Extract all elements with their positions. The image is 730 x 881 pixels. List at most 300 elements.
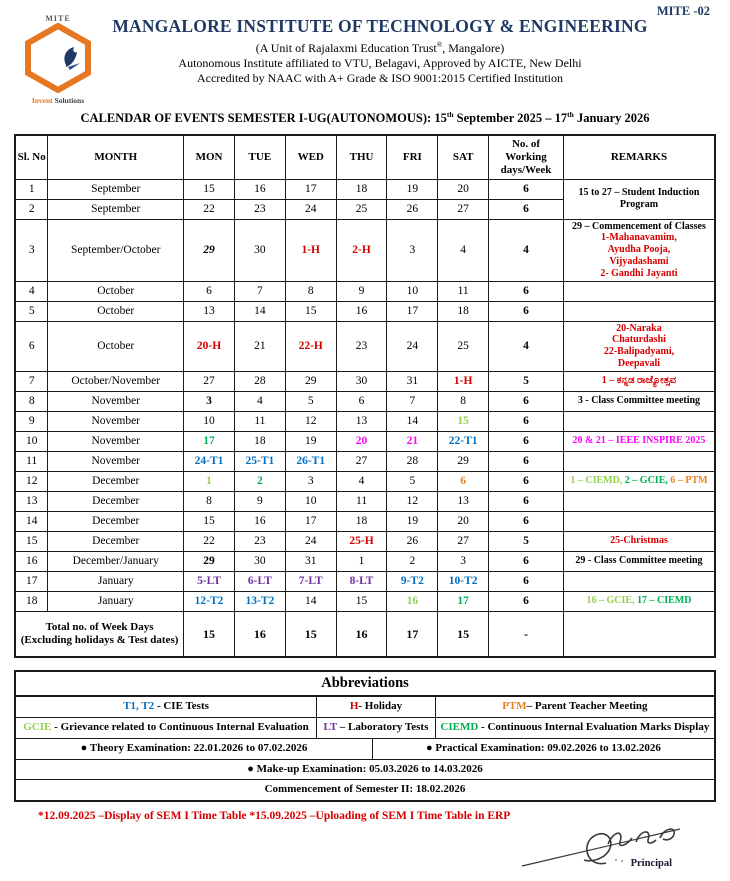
month-cell: November [48,411,184,431]
abbreviations-title: Abbreviations [16,672,714,697]
calendar-row [15,179,715,199]
calendar-header-row [15,135,715,179]
day-cell: 3 [285,471,336,491]
remarks-cell [563,219,715,281]
text-segment: GCIE [23,721,52,734]
remarks-cell [563,411,715,431]
month-cell: December [48,471,184,491]
institute-subline-1: (A Unit of Rajalaxmi Education Trust®, Mangalore) [255,41,505,55]
day-cell: 9 [336,281,387,301]
sl-no-cell: 15 [15,531,48,551]
day-cell: 12 [285,411,336,431]
day-cell: 16 [234,511,285,531]
text-segment: ● Make-up Examination: 05.03.2026 to 14.03.2026 [247,762,483,775]
abbreviation-row [16,697,714,717]
text-segment: 2- Gandhi Jayanti [600,267,678,279]
day-cell: 29 [184,219,235,281]
remarks-cell [563,491,715,511]
calendar-row [15,451,715,471]
day-cell: 15 [336,591,387,611]
day-cell: 23 [234,199,285,219]
month-cell: October [48,301,184,321]
text-segment: 17 – CIEMD [634,595,692,607]
day-cell: 26 [387,531,438,551]
abbreviation-row [16,779,714,800]
day-cell: 20 [438,511,489,531]
month-cell: September [48,179,184,199]
day-cell: 22-T1 [438,431,489,451]
calendar-row [15,491,715,511]
working-days-cell: 6 [489,491,564,511]
day-cell: 18 [234,431,285,451]
day-cell: 25 [336,199,387,219]
day-cell: 10 [184,411,235,431]
day-cell: 4 [336,471,387,491]
text-segment: 1-Mahanavamim, [601,232,677,244]
text-segment: Vijyadashami [609,256,669,268]
calendar-row [15,431,715,451]
day-cell: 27 [336,451,387,471]
day-cell: 17 [285,179,336,199]
abbreviation-text [350,700,402,714]
text-segment: 29 - Class Committee meeting [575,555,703,567]
remarks-cell [563,391,715,411]
day-cell: 8-LT [336,571,387,591]
abbreviation-cell [316,697,435,717]
day-cell: 14 [234,301,285,321]
day-cell: 6 [438,471,489,491]
abbreviation-row [16,738,714,759]
text-segment: 20 & 21 – IEEE INSPIRE 2025 [572,435,706,447]
day-cell: 7-LT [285,571,336,591]
day-cell: 9 [234,491,285,511]
day-cell: 29 [285,371,336,391]
text-segment: 1 – CIEMD, [570,475,623,487]
remarks-cell [563,321,715,371]
remarks-cell [563,451,715,471]
text-segment: 25-Christmas [610,535,668,547]
day-cell: 2-H [336,219,387,281]
total-day-cell: 15 [184,611,235,657]
text-segment: ● Theory Examination: 22.01.2026 to 07.02.2026 [80,741,308,754]
day-cell: 1 [184,471,235,491]
day-cell: 19 [285,431,336,451]
month-cell: January [48,571,184,591]
remarks-cell [563,511,715,531]
day-cell: 10 [285,491,336,511]
day-cell: 15 [285,301,336,321]
day-cell: 14 [285,591,336,611]
day-cell: 1 [336,551,387,571]
sl-no-cell: 4 [15,281,48,301]
day-cell: 16 [336,301,387,321]
day-cell: 3 [387,219,438,281]
working-days-cell: 5 [489,531,564,551]
day-cell: 2 [234,471,285,491]
remarks-cell [563,531,715,551]
day-cell: 8 [438,391,489,411]
hexagon-bird-icon [22,23,94,93]
day-cell: 29 [184,551,235,571]
text-segment: 22-Balipadyami, [603,346,675,358]
total-label-cell: Total no. of Week Days (Excluding holidays & Test dates) [15,611,184,657]
working-days-cell: 6 [489,179,564,199]
institute-name: MANGALORE INSTITUTE OF TECHNOLOGY & ENGINEERING [112,16,648,36]
col-header-thu: THU [336,135,387,179]
day-cell: 5 [387,471,438,491]
day-cell: 22-H [285,321,336,371]
month-cell: November [48,451,184,471]
day-cell: 13 [184,301,235,321]
calendar-row [15,571,715,591]
abbreviation-cell [16,697,316,717]
calendar-row [15,301,715,321]
text-segment: - Grievance related to Continuous Internal Evaluation [51,721,309,734]
sl-no-cell: 10 [15,431,48,451]
sl-no-cell: 8 [15,391,48,411]
abbreviation-cell [316,718,435,738]
day-cell: 13-T2 [234,591,285,611]
day-cell: 12 [387,491,438,511]
abbreviation-text [23,721,309,735]
text-segment: Commencement of Semester II: 18.02.2026 [264,783,466,796]
text-segment: - CIE Tests [154,700,209,713]
month-cell: November [48,431,184,451]
day-cell: 28 [234,371,285,391]
day-cell: 19 [387,511,438,531]
working-days-cell: 6 [489,511,564,531]
sl-no-cell: 9 [15,411,48,431]
day-cell: 3 [184,391,235,411]
institute-subline-3: Accredited by NAAC with A+ Grade & ISO 9001:2015 Certified Institution [196,71,564,85]
day-cell: 27 [438,531,489,551]
working-days-cell: 4 [489,321,564,371]
letterhead [14,4,716,105]
day-cell: 17 [285,511,336,531]
day-cell: 22 [184,531,235,551]
col-header-slno: Sl. No [15,135,48,179]
calendar-title-dates [434,111,649,125]
day-cell: 25-T1 [234,451,285,471]
col-header-month: MONTH [48,135,184,179]
day-cell: 19 [387,179,438,199]
calendar-row [15,411,715,431]
remarks-cell [563,301,715,321]
calendar-row [15,511,715,531]
text-segment: 16 – GCIE, [586,595,635,607]
day-cell: 30 [234,219,285,281]
total-day-cell: 15 [285,611,336,657]
day-cell: 16 [234,179,285,199]
remarks-cell [563,371,715,391]
total-day-cell: 16 [336,611,387,657]
day-cell: 27 [184,371,235,391]
day-cell: 24 [387,321,438,371]
abbreviation-cell [16,760,714,780]
working-days-cell: 6 [489,551,564,571]
remarks-cell [563,571,715,591]
text-segment: - Holiday [358,700,403,713]
day-cell: 20 [336,431,387,451]
day-cell: 27 [438,199,489,219]
day-cell: 3 [438,551,489,571]
sl-no-cell: 7 [15,371,48,391]
day-cell: 25 [438,321,489,371]
sl-no-cell: 11 [15,451,48,471]
day-cell: 17 [387,301,438,321]
day-cell: 15 [184,179,235,199]
col-header-sat: SAT [438,135,489,179]
day-cell: 24 [285,531,336,551]
month-cell: November [48,391,184,411]
day-cell: 18 [336,179,387,199]
sl-no-cell: 6 [15,321,48,371]
abbreviation-cell [16,718,316,738]
text-segment: th [446,110,454,119]
calendar-row [15,531,715,551]
text-segment: 20-Naraka [616,322,662,334]
working-days-cell: 6 [489,571,564,591]
month-cell: December/January [48,551,184,571]
day-cell: 26-T1 [285,451,336,471]
day-cell: 1-H [438,371,489,391]
abbreviations-body [16,697,714,800]
day-cell: 2 [387,551,438,571]
total-remarks-cell [563,611,715,657]
day-cell: 4 [438,219,489,281]
day-cell: 15 [184,511,235,531]
working-days-cell: 6 [489,391,564,411]
sl-no-cell: 16 [15,551,48,571]
calendar-row [15,551,715,571]
text-segment: 2 – GCIE, [622,475,668,487]
working-days-cell: 6 [489,591,564,611]
sl-no-cell: 13 [15,491,48,511]
text-segment: – Parent Teacher Meeting [526,700,648,713]
col-header-working-days: No. of Working days/Week [489,135,564,179]
col-header-wed: WED [285,135,336,179]
day-cell: 29 [438,451,489,471]
total-day-cell: 15 [438,611,489,657]
abbreviation-cell [435,718,714,738]
total-day-cell: 17 [387,611,438,657]
working-days-cell: 5 [489,371,564,391]
month-cell: December [48,491,184,511]
abbreviation-text [324,721,429,735]
sl-no-cell: 1 [15,179,48,199]
day-cell: 17 [438,591,489,611]
text-segment: Ayudha Pooja, [607,244,671,256]
remarks-cell [563,551,715,571]
working-days-cell: 6 [489,471,564,491]
total-working-days-cell: - [489,611,564,657]
month-cell: October/November [48,371,184,391]
day-cell: 1-H [285,219,336,281]
doc-code: MITE -02 [656,4,710,18]
sl-no-cell: 2 [15,199,48,219]
text-segment: 1 – ಕನ್ನಡ ರಾಜ್ಯೋತ್ಸವ [601,375,677,387]
logo-tagline: Invent Solutions [31,96,85,105]
col-header-mon: MON [184,135,235,179]
calendar-title [14,110,716,126]
month-cell: September/October [48,219,184,281]
sl-no-cell: 12 [15,471,48,491]
text-segment: - Continuous Internal Evaluation Marks Display [478,721,710,734]
abbreviation-text [426,742,661,756]
sl-no-cell: 14 [15,511,48,531]
text-segment: January 2026 [573,111,650,126]
sl-no-cell: 5 [15,301,48,321]
day-cell: 31 [285,551,336,571]
day-cell: 13 [438,491,489,511]
abbreviation-text [440,721,709,735]
month-cell: January [48,591,184,611]
institute-subline-2: Autonomous Institute affiliated to VTU, Belagavi, Approved by AICTE, New Delhi [178,56,582,70]
logo-brand-text: MITE [45,14,71,23]
day-cell: 8 [285,281,336,301]
abbreviation-row [16,717,714,738]
day-cell: 6-LT [234,571,285,591]
abbreviation-text [502,700,647,714]
abbreviation-text [123,700,209,714]
timetable-note: *12.09.2025 –Display of SEM I Time Table *15.09.2025 –Uploading of SEM I Time Table in ERP [38,810,511,823]
month-cell: September [48,199,184,219]
month-cell: December [48,511,184,531]
text-segment: 3 - Class Committee meeting [577,395,701,407]
day-cell: 21 [234,321,285,371]
text-segment: CIEMD [440,721,479,734]
calendar-row [15,281,715,301]
text-segment: T1, T2 [123,700,155,713]
text-segment: 15 [434,111,447,126]
day-cell: 22 [184,199,235,219]
month-cell: October [48,321,184,371]
abbreviation-cell [16,739,372,759]
day-cell: 26 [387,199,438,219]
col-header-tue: TUE [234,135,285,179]
working-days-cell: 6 [489,281,564,301]
text-segment: th [567,110,574,119]
day-cell: 7 [234,281,285,301]
calendar-title-label: CALENDAR OF EVENTS SEMESTER I-UG(AUTONOMOUS): [80,111,435,126]
sl-no-cell: 3 [15,219,48,281]
day-cell: 7 [387,391,438,411]
abbreviation-text [265,783,466,797]
principal-label: Principal [630,858,672,869]
calendar-row [15,591,715,611]
sl-no-cell: 17 [15,571,48,591]
remarks-cell [563,471,715,491]
day-cell: 16 [387,591,438,611]
signature-block [520,816,700,869]
day-cell: 4 [234,391,285,411]
text-segment: PTM [502,700,527,713]
working-days-cell: 6 [489,199,564,219]
calendar-row [15,471,715,491]
working-days-cell: 6 [489,301,564,321]
day-cell: 20-H [184,321,235,371]
calendar-row [15,391,715,411]
working-days-cell: 6 [489,451,564,471]
day-cell: 18 [336,511,387,531]
remarks-cell [563,179,715,219]
day-cell: 9-T2 [387,571,438,591]
day-cell: 5-LT [184,571,235,591]
text-segment: H [349,700,359,713]
day-cell: 30 [336,371,387,391]
working-days-cell: 6 [489,431,564,451]
day-cell: 14 [387,411,438,431]
calendar-row [15,371,715,391]
day-cell: 8 [184,491,235,511]
day-cell: 21 [387,431,438,451]
day-cell: 24 [285,199,336,219]
text-segment: 6 – PTM [667,475,708,487]
day-cell: 12-T2 [184,591,235,611]
total-row [15,611,715,657]
day-cell: 13 [336,411,387,431]
abbreviation-row [16,759,714,780]
day-cell: 10 [387,281,438,301]
text-segment: – Laboratory Tests [337,721,429,734]
institute-logo [18,14,98,106]
working-days-cell: 4 [489,219,564,281]
day-cell: 30 [234,551,285,571]
day-cell: 23 [234,531,285,551]
abbreviations-table [14,670,716,802]
calendar-row [15,219,715,281]
working-days-cell: 6 [489,411,564,431]
calendar-row [15,321,715,371]
day-cell: 10-T2 [438,571,489,591]
month-cell: December [48,531,184,551]
calendar-table-body [15,179,715,657]
day-cell: 25-H [336,531,387,551]
day-cell: 18 [438,301,489,321]
day-cell: 28 [387,451,438,471]
day-cell: 31 [387,371,438,391]
day-cell: 5 [285,391,336,411]
calendar-table [14,134,716,658]
letterhead-text [14,16,716,86]
text-segment: September 2025 – 17 [453,111,568,126]
abbreviation-cell [16,780,714,800]
text-segment: Deepavali [617,358,661,370]
text-segment: 15 to 27 – Student Induction Program [578,187,700,211]
day-cell: 11 [336,491,387,511]
day-cell: 6 [184,281,235,301]
abbreviation-cell [435,697,714,717]
text-segment: 29 – Commencement of Classes [572,220,706,232]
day-cell: 17 [184,431,235,451]
day-cell: 20 [438,179,489,199]
day-cell: 23 [336,321,387,371]
text-segment: ● Practical Examination: 09.02.2026 to 13.02.2026 [426,741,661,754]
abbreviation-cell [372,739,714,759]
col-header-remarks: REMARKS [563,135,715,179]
remarks-cell [563,431,715,451]
abbreviation-text [247,763,483,777]
abbreviation-text [81,742,308,756]
day-cell: 11 [234,411,285,431]
day-cell: 15 [438,411,489,431]
day-cell: 24-T1 [184,451,235,471]
remarks-cell [563,281,715,301]
day-cell: 6 [336,391,387,411]
sl-no-cell: 18 [15,591,48,611]
remarks-cell [563,591,715,611]
month-cell: October [48,281,184,301]
